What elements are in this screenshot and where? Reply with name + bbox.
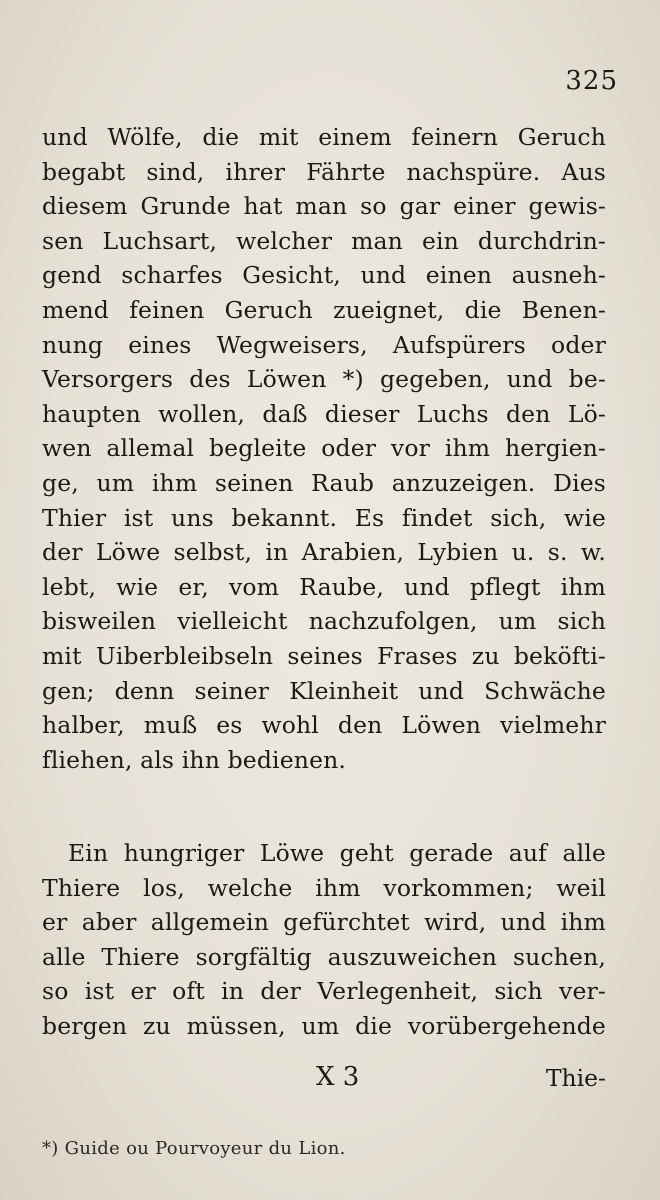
text-line: fliehen, als ihn bedienen. [42, 745, 347, 774]
text-line: Ein hungriger Löwe geht gerade auf alle [68, 839, 606, 867]
text-line: gend scharfes Gesicht, und einen ausneh- [42, 261, 606, 290]
text-line: und Wölfe, die mit einem feinern Geruch [42, 123, 606, 151]
text-line: bergen zu müssen, um die vorübergehende [42, 1011, 606, 1040]
catchword: Thie- [545, 1064, 606, 1092]
text-line: Versorgers des Löwen *) gegeben, und be- [42, 365, 606, 394]
text-line: halber, muß es wohl den Löwen vielmehr [42, 711, 606, 740]
text-line: alle Thiere sorgfältig auszuweichen suchen, [42, 942, 606, 971]
text-line: sen Luchsart, welcher man ein durchdrin- [42, 226, 606, 255]
text-line: ge, um ihm seinen Raub anzuzeigen. Dies [42, 468, 606, 497]
text-line: gen; denn seiner Kleinheit und Schwäche [42, 676, 606, 705]
text-line: mend feinen Geruch zueignet, die Benen- [42, 295, 606, 324]
text-line: nung eines Wegweisers, Aufspürers oder [42, 330, 606, 359]
text-line: haupten wollen, daß dieser Luchs den Lö- [42, 399, 606, 428]
text-line: er aber allgemein gefürchtet wird, und ihm [42, 908, 606, 937]
paragraph-2 [42, 836, 606, 1044]
signature-row [42, 1062, 606, 1098]
text-line: diesem Grunde hat man so gar einer gewis- [42, 192, 606, 221]
page-number: 325 [565, 66, 618, 96]
text-line: der Löwe selbst, in Arabien, Lybien u. s. w. [42, 538, 606, 567]
text-line: Thiere los, welche ihm vorkommen; weil [42, 873, 606, 902]
text-line: Thier ist uns bekannt. Es findet sich, wie [42, 503, 606, 532]
text-line: mit Uiberbleibseln seines Frases zu beköfti- [42, 641, 606, 670]
paragraph-1 [42, 120, 606, 777]
footnote: *) Guide ou Pourvoyeur du Lion. [42, 1138, 346, 1159]
text-line: lebt, wie er, vom Raube, und pflegt ihm [42, 572, 606, 601]
text-line: wen allemal begleite oder vor ihm hergien- [42, 434, 606, 463]
printer-signature: X 3 [316, 1062, 360, 1092]
text-line: so ist er oft in der Verlegenheit, sich ver- [42, 977, 606, 1006]
text-line: begabt sind, ihrer Fährte nachspüre. Aus [42, 157, 606, 186]
text-line: bisweilen vielleicht nachzufolgen, um sich [42, 607, 606, 636]
